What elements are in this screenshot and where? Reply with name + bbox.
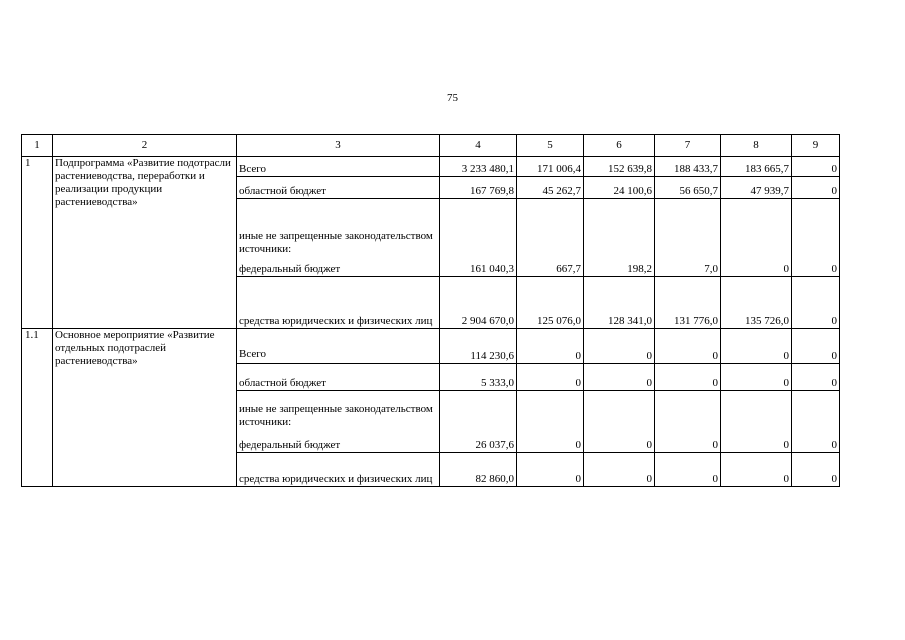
value-cell: 0 xyxy=(517,329,584,364)
value-cell: 0 xyxy=(517,391,584,453)
value-cell: 0 xyxy=(655,453,721,487)
value-cell: 0 xyxy=(792,277,840,329)
value-cell: 56 650,7 xyxy=(655,177,721,199)
header-cell: 7 xyxy=(655,135,721,157)
value-cell: 0 xyxy=(655,329,721,364)
value-cell: 125 076,0 xyxy=(517,277,584,329)
row-label: средства юридических и физических лиц xyxy=(237,277,440,329)
value-cell: 7,0 xyxy=(655,199,721,277)
value-cell: 0 xyxy=(721,391,792,453)
value-cell: 0 xyxy=(584,453,655,487)
header-cell: 8 xyxy=(721,135,792,157)
value-cell: 0 xyxy=(517,364,584,391)
value-cell: 0 xyxy=(655,391,721,453)
value-cell: 135 726,0 xyxy=(721,277,792,329)
section-number: 1 xyxy=(22,157,53,329)
value-cell: 0 xyxy=(792,157,840,177)
value-cell: 0 xyxy=(584,329,655,364)
value-cell: 114 230,6 xyxy=(440,329,517,364)
table-row xyxy=(22,157,840,177)
value-cell: 45 262,7 xyxy=(517,177,584,199)
header-cell: 1 xyxy=(22,135,53,157)
header-cell: 4 xyxy=(440,135,517,157)
row-label: Всего xyxy=(237,157,440,177)
value-cell: 82 860,0 xyxy=(440,453,517,487)
value-cell: 0 xyxy=(721,199,792,277)
value-cell: 0 xyxy=(655,364,721,391)
value-cell: 0 xyxy=(721,329,792,364)
value-cell: 26 037,6 xyxy=(440,391,517,453)
header-cell: 6 xyxy=(584,135,655,157)
value-cell: 3 233 480,1 xyxy=(440,157,517,177)
header-cell: 5 xyxy=(517,135,584,157)
value-cell: 161 040,3 xyxy=(440,199,517,277)
row-label: областной бюджет xyxy=(237,364,440,391)
header-cell: 2 xyxy=(53,135,237,157)
value-cell: 188 433,7 xyxy=(655,157,721,177)
value-cell: 183 665,7 xyxy=(721,157,792,177)
value-cell: 5 333,0 xyxy=(440,364,517,391)
row-label-cell xyxy=(237,199,440,277)
value-cell: 667,7 xyxy=(517,199,584,277)
header-row xyxy=(22,135,840,157)
value-cell: 0 xyxy=(792,453,840,487)
section-number: 1.1 xyxy=(22,329,53,487)
row-sublabel: федеральный бюджет xyxy=(239,439,341,451)
value-cell: 24 100,6 xyxy=(584,177,655,199)
value-cell: 0 xyxy=(584,391,655,453)
row-label-cell xyxy=(237,391,440,453)
row-label: Всего xyxy=(237,329,440,364)
table-row xyxy=(22,329,840,364)
row-sublabel: федеральный бюджет xyxy=(239,263,341,275)
value-cell: 0 xyxy=(584,364,655,391)
budget-table xyxy=(21,134,840,487)
value-cell: 0 xyxy=(792,364,840,391)
section-name: Подпрограмма «Развитие подотрасли растениеводства, переработки и реализации продукции растениеводства» xyxy=(53,157,237,329)
value-cell: 47 939,7 xyxy=(721,177,792,199)
value-cell: 0 xyxy=(792,199,840,277)
header-cell: 3 xyxy=(237,135,440,157)
section-name: Основное мероприятие «Развитие отдельных подотраслей растениеводства» xyxy=(53,329,237,487)
value-cell: 152 639,8 xyxy=(584,157,655,177)
value-cell: 0 xyxy=(721,364,792,391)
page-number: 75 xyxy=(447,92,458,104)
value-cell: 0 xyxy=(721,453,792,487)
value-cell: 0 xyxy=(792,329,840,364)
row-label: средства юридических и физических лиц xyxy=(237,453,440,487)
value-cell: 2 904 670,0 xyxy=(440,277,517,329)
value-cell: 198,2 xyxy=(584,199,655,277)
row-label: иные не запрещенные законодательством источники: xyxy=(239,403,433,428)
value-cell: 0 xyxy=(792,177,840,199)
row-label: областной бюджет xyxy=(237,177,440,199)
row-label: иные не запрещенные законодательством источники: xyxy=(239,230,433,255)
value-cell: 167 769,8 xyxy=(440,177,517,199)
value-cell: 131 776,0 xyxy=(655,277,721,329)
value-cell: 128 341,0 xyxy=(584,277,655,329)
header-cell: 9 xyxy=(792,135,840,157)
value-cell: 171 006,4 xyxy=(517,157,584,177)
value-cell: 0 xyxy=(792,391,840,453)
value-cell: 0 xyxy=(517,453,584,487)
